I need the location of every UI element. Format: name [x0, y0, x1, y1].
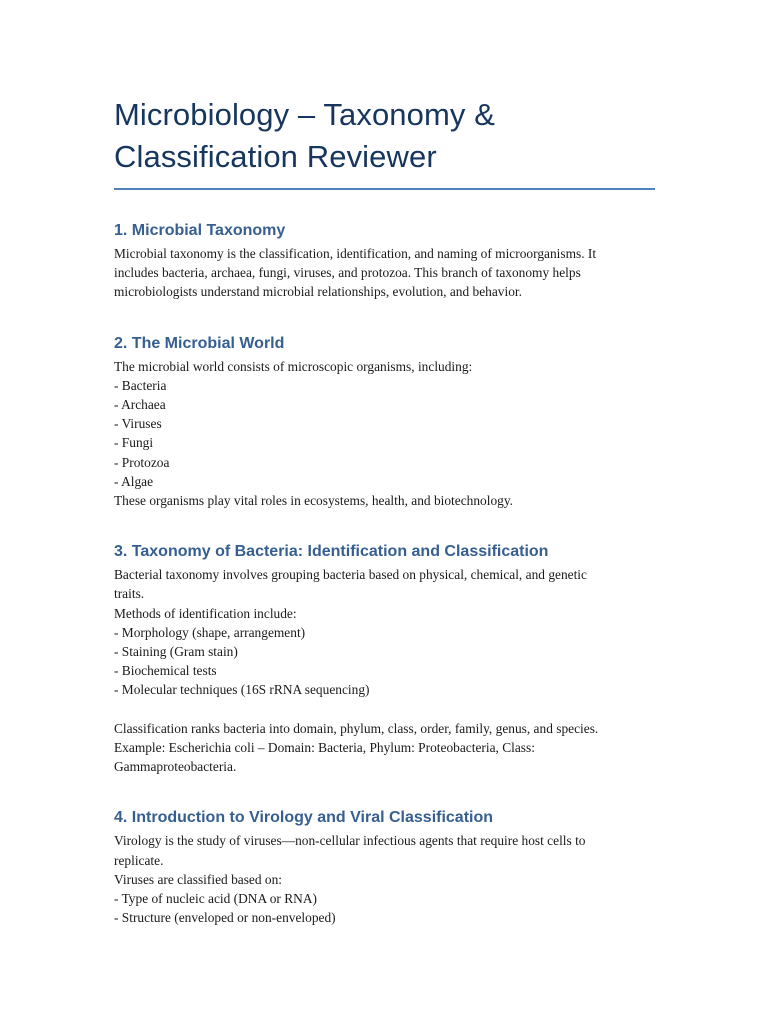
list-item: - Protozoa	[114, 454, 170, 470]
list-item: - Staining (Gram stain)	[114, 644, 238, 660]
blank-line	[114, 700, 656, 719]
list-item: - Morphology (shape, arrangement)	[114, 624, 306, 640]
body-line: Bacterial taxonomy involves grouping bacteria based on physical, chemical, and genetic	[114, 567, 587, 583]
body-line: Methods of identification include:	[114, 605, 297, 621]
list-item: - Type of nucleic acid (DNA or RNA)	[114, 891, 317, 907]
list-item: - Biochemical tests	[114, 663, 217, 679]
title-line-1: Microbiology – Taxonomy &	[114, 97, 495, 132]
list-item: - Structure (enveloped or non-enveloped)	[114, 910, 336, 926]
section-heading: 4. Introduction to Virology and Viral Classification	[114, 809, 494, 827]
section-microbial-world	[114, 333, 656, 511]
section-body	[114, 244, 656, 302]
body-line: Example: Escherichia coli – Domain: Bacteria, Phylum: Proteobacteria, Class:	[114, 740, 535, 756]
list-item: - Molecular techniques (16S rRNA sequencing)	[114, 682, 370, 698]
body-line: Microbial taxonomy is the classification, identification, and naming of microorganisms. It	[114, 246, 597, 261]
body-line: These organisms play vital roles in ecosystems, health, and biotechnology.	[114, 493, 514, 509]
body-line: Classification ranks bacteria into domain, phylum, class, order, family, genus, and species.	[114, 720, 599, 736]
body-line: replicate.	[114, 852, 164, 868]
list-item: - Bacteria	[114, 377, 167, 393]
body-line: includes bacteria, archaea, fungi, viruses, and protozoa. This branch of taxonomy helps	[114, 265, 581, 281]
title-line-2: Classification Reviewer	[114, 139, 437, 174]
body-line: Viruses are classified based on:	[114, 871, 283, 887]
section-heading: 2. The Microbial World	[114, 334, 285, 352]
body-line: traits.	[114, 586, 145, 602]
section-body	[114, 357, 656, 511]
body-line: microbiologists understand microbial relationships, evolution, and behavior.	[114, 284, 522, 300]
document-page	[114, 94, 656, 927]
section-heading: 1. Microbial Taxonomy	[114, 222, 286, 239]
title-underline-rule	[114, 188, 655, 190]
body-line: Virology is the study of viruses—non-cellular infectious agents that require host cells to	[114, 833, 586, 849]
section-body	[114, 565, 656, 776]
body-line: The microbial world consists of microscopic organisms, including:	[114, 358, 473, 374]
section-heading: 3. Taxonomy of Bacteria: Identification and Classification	[114, 543, 549, 561]
list-item: - Archaea	[114, 397, 166, 413]
section-body	[114, 831, 656, 927]
section-microbial-taxonomy	[114, 220, 656, 302]
list-item: - Algae	[114, 473, 154, 489]
section-virology	[114, 807, 656, 927]
list-item: - Fungi	[114, 435, 154, 451]
document-title	[114, 94, 656, 178]
list-item: - Viruses	[114, 416, 162, 432]
body-line: Gammaproteobacteria.	[114, 759, 237, 775]
section-bacterial-taxonomy	[114, 541, 656, 776]
